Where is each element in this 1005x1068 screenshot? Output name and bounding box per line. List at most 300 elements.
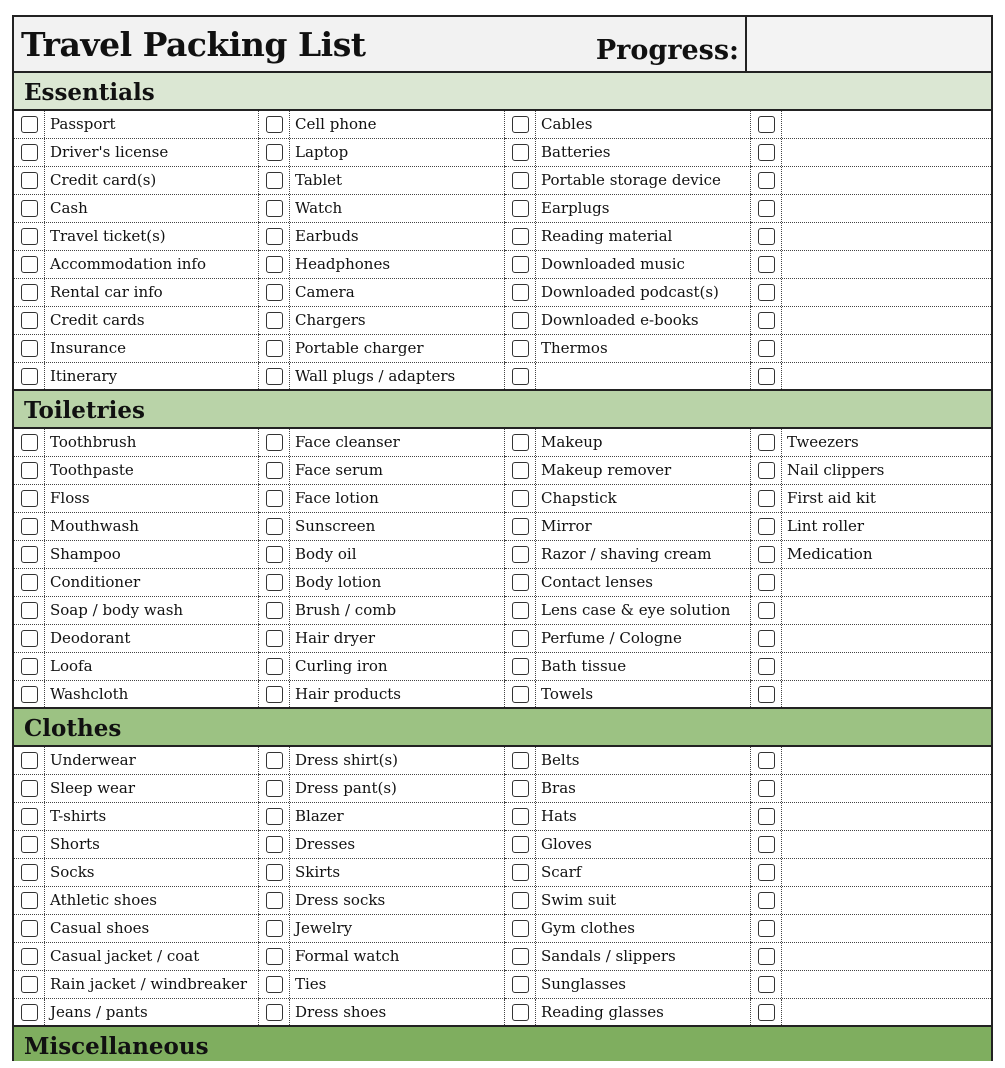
item-label[interactable]: Jeans / pants (45, 999, 259, 1025)
item-label[interactable]: Tweezers (787, 433, 859, 451)
item-label[interactable] (782, 223, 991, 250)
checkbox[interactable] (21, 808, 38, 825)
checkbox-cell (505, 223, 536, 250)
checkbox[interactable] (758, 518, 775, 535)
item-label[interactable]: Bras (536, 775, 751, 802)
item-label[interactable]: Athletic shoes (45, 887, 259, 914)
checklist-item (505, 681, 751, 709)
item-label[interactable] (782, 307, 991, 334)
checkbox[interactable] (758, 602, 775, 619)
checkbox-cell (259, 831, 290, 858)
item-label[interactable]: Makeup remover (536, 457, 751, 484)
checkbox[interactable] (21, 200, 38, 217)
checkbox[interactable] (758, 434, 775, 451)
item-label[interactable]: Hair products (290, 681, 505, 707)
item-label[interactable]: Socks (45, 859, 259, 886)
checkbox[interactable] (21, 312, 38, 329)
item-label[interactable]: Cash (45, 195, 259, 222)
item-label[interactable]: Dresses (290, 831, 505, 858)
item-label[interactable]: Formal watch (290, 943, 505, 970)
checkbox[interactable] (758, 920, 775, 937)
item-label[interactable]: Floss (45, 485, 259, 512)
item-label[interactable] (782, 775, 991, 802)
checkbox[interactable] (266, 172, 283, 189)
checkbox[interactable] (758, 116, 775, 133)
checkbox[interactable] (512, 836, 529, 853)
checkbox-cell (14, 775, 45, 802)
item-label[interactable]: T-shirts (45, 803, 259, 830)
checkbox[interactable] (266, 780, 283, 797)
checkbox[interactable] (21, 780, 38, 797)
item-label[interactable]: Nail clippers (787, 461, 885, 479)
checklist-item (14, 653, 259, 681)
item-label[interactable] (782, 971, 991, 998)
checkbox[interactable] (266, 340, 283, 357)
item-label[interactable]: Rental car info (45, 279, 259, 306)
checklist-item (14, 569, 259, 597)
item-label[interactable]: Ties (290, 971, 505, 998)
checklist-item (259, 915, 505, 943)
checkbox-cell (14, 943, 45, 970)
checkbox-cell (14, 429, 45, 456)
item-label[interactable]: Credit cards (45, 307, 259, 334)
checkbox[interactable] (512, 228, 529, 245)
item-label[interactable]: Portable charger (290, 335, 505, 362)
checkbox[interactable] (266, 518, 283, 535)
checkbox-cell (14, 653, 45, 680)
checkbox[interactable] (758, 340, 775, 357)
item-label[interactable]: Sunscreen (290, 513, 505, 540)
checklist-item (751, 747, 991, 775)
item-label[interactable]: Skirts (290, 859, 505, 886)
checklist-item (751, 887, 991, 915)
item-label[interactable]: Headphones (290, 251, 505, 278)
item-label[interactable]: Portable storage device (536, 167, 751, 194)
checklist-item (259, 279, 505, 307)
checkbox[interactable] (21, 144, 38, 161)
checkbox[interactable] (21, 172, 38, 189)
checkbox[interactable] (21, 368, 38, 385)
checkbox[interactable] (21, 836, 38, 853)
checkbox-cell (14, 915, 45, 942)
section-grid-toiletries (14, 429, 991, 709)
checkbox[interactable] (21, 948, 38, 965)
item-label[interactable]: Face cleanser (290, 429, 505, 456)
checkbox[interactable] (758, 172, 775, 189)
checklist-item (259, 597, 505, 625)
packing-list-sheet (12, 15, 993, 1061)
checkbox[interactable] (21, 340, 38, 357)
item-label[interactable]: Shampoo (45, 541, 259, 568)
checklist-item (751, 971, 991, 999)
checkbox[interactable] (512, 892, 529, 909)
checkbox[interactable] (512, 200, 529, 217)
checkbox[interactable] (758, 752, 775, 769)
item-label[interactable]: Sunglasses (536, 971, 751, 998)
checklist-item (259, 251, 505, 279)
item-label[interactable]: Travel ticket(s) (45, 223, 259, 250)
checklist-item (751, 335, 991, 363)
item-label[interactable]: Hair dryer (290, 625, 505, 652)
item-label[interactable]: Jewelry (290, 915, 505, 942)
item-label[interactable]: Brush / comb (290, 597, 505, 624)
checkbox[interactable] (512, 368, 529, 385)
checkbox[interactable] (512, 780, 529, 797)
item-label[interactable]: Downloaded e-books (536, 307, 751, 334)
item-label[interactable]: Dress shirt(s) (290, 747, 505, 774)
checkbox[interactable] (266, 686, 283, 703)
checkbox[interactable] (512, 948, 529, 965)
checklist-item (751, 999, 991, 1027)
checkbox[interactable] (266, 808, 283, 825)
item-label[interactable]: Itinerary (45, 363, 259, 389)
item-label[interactable] (782, 999, 991, 1025)
checkbox[interactable] (512, 920, 529, 937)
checkbox[interactable] (266, 368, 283, 385)
checkbox-cell (259, 307, 290, 334)
checkbox-cell (505, 831, 536, 858)
checkbox[interactable] (512, 340, 529, 357)
checkbox[interactable] (266, 602, 283, 619)
item-label[interactable] (782, 859, 991, 886)
checkbox[interactable] (512, 518, 529, 535)
checkbox[interactable] (266, 574, 283, 591)
checkbox[interactable] (21, 864, 38, 881)
item-label[interactable]: Gym clothes (536, 915, 751, 942)
item-label[interactable]: Insurance (45, 335, 259, 362)
checkbox[interactable] (758, 1004, 775, 1021)
checkbox[interactable] (758, 574, 775, 591)
checkbox[interactable] (266, 256, 283, 273)
item-label[interactable]: Reading glasses (536, 999, 751, 1025)
item-label[interactable] (782, 943, 991, 970)
item-label[interactable]: Washcloth (45, 681, 259, 707)
item-label[interactable]: Thermos (536, 335, 751, 362)
checkbox[interactable] (21, 630, 38, 647)
checkbox-cell (505, 625, 536, 652)
checkbox[interactable] (758, 658, 775, 675)
item-label[interactable]: Curling iron (290, 653, 505, 680)
item-label[interactable]: Sandals / slippers (536, 943, 751, 970)
checkbox[interactable] (512, 864, 529, 881)
item-label[interactable]: Cell phone (290, 111, 505, 138)
checkbox[interactable] (21, 892, 38, 909)
checkbox[interactable] (512, 490, 529, 507)
checkbox[interactable] (21, 256, 38, 273)
checkbox[interactable] (512, 462, 529, 479)
checkbox[interactable] (512, 976, 529, 993)
item-label[interactable] (782, 195, 991, 222)
checklist-item (751, 569, 991, 597)
checklist-item (259, 111, 505, 139)
item-label[interactable]: Underwear (45, 747, 259, 774)
checkbox[interactable] (266, 1004, 283, 1021)
checkbox-cell (505, 139, 536, 166)
item-label[interactable] (782, 915, 991, 942)
checkbox[interactable] (758, 630, 775, 647)
checkbox[interactable] (21, 976, 38, 993)
item-label[interactable]: Earplugs (536, 195, 751, 222)
item-label[interactable]: Contact lenses (536, 569, 751, 596)
checklist-item (505, 307, 751, 335)
item-label[interactable]: Credit card(s) (45, 167, 259, 194)
item-label[interactable]: Razor / shaving cream (536, 541, 751, 568)
item-label[interactable]: Dress socks (290, 887, 505, 914)
checkbox[interactable] (758, 546, 775, 563)
checklist-item (259, 999, 505, 1027)
checkbox-cell (14, 859, 45, 886)
checkbox[interactable] (512, 434, 529, 451)
item-label[interactable]: Shorts (45, 831, 259, 858)
checkbox-cell (505, 167, 536, 194)
checkbox[interactable] (21, 752, 38, 769)
item-label[interactable]: Conditioner (45, 569, 259, 596)
checkbox[interactable] (21, 116, 38, 133)
checkbox[interactable] (266, 836, 283, 853)
checklist-item (14, 251, 259, 279)
item-label[interactable]: Dress pant(s) (290, 775, 505, 802)
checkbox[interactable] (21, 1004, 38, 1021)
item-label[interactable]: Body oil (290, 541, 505, 568)
item-label[interactable]: Watch (290, 195, 505, 222)
item-label[interactable]: Rain jacket / windbreaker (45, 971, 259, 998)
item-label[interactable]: Mirror (536, 513, 751, 540)
checkbox[interactable] (21, 434, 38, 451)
item-label[interactable]: Lint roller (787, 517, 865, 535)
item-label[interactable]: Gloves (536, 831, 751, 858)
checkbox[interactable] (512, 658, 529, 675)
item-label[interactable]: Toothpaste (45, 457, 259, 484)
checkbox[interactable] (266, 200, 283, 217)
checkbox[interactable] (512, 256, 529, 273)
item-label[interactable]: Downloaded podcast(s) (536, 279, 751, 306)
checkbox[interactable] (266, 312, 283, 329)
checklist-item (505, 625, 751, 653)
checkbox[interactable] (758, 864, 775, 881)
item-label[interactable]: First aid kit (787, 489, 876, 507)
item-label[interactable]: Loofa (45, 653, 259, 680)
checkbox[interactable] (758, 368, 775, 385)
checkbox[interactable] (512, 686, 529, 703)
checkbox[interactable] (21, 518, 38, 535)
checkbox[interactable] (266, 752, 283, 769)
item-label[interactable]: Chapstick (536, 485, 751, 512)
checkbox-cell (259, 653, 290, 680)
item-label[interactable] (782, 747, 991, 774)
checklist-item (751, 513, 991, 541)
checkbox-cell (505, 747, 536, 774)
checkbox-cell (505, 971, 536, 998)
item-label[interactable]: Soap / body wash (45, 597, 259, 624)
item-label[interactable] (782, 111, 991, 138)
checklist-item (505, 915, 751, 943)
checkbox[interactable] (266, 948, 283, 965)
checkbox[interactable] (758, 200, 775, 217)
checkbox[interactable] (266, 892, 283, 909)
item-label[interactable] (782, 681, 991, 707)
item-label[interactable] (782, 335, 991, 362)
checklist-item (259, 485, 505, 513)
checkbox[interactable] (758, 686, 775, 703)
checkbox[interactable] (758, 228, 775, 245)
item-label[interactable]: Casual jacket / coat (45, 943, 259, 970)
checkbox[interactable] (758, 948, 775, 965)
item-label[interactable]: Body lotion (290, 569, 505, 596)
checkbox[interactable] (266, 284, 283, 301)
checkbox[interactable] (758, 462, 775, 479)
item-label[interactable]: Accommodation info (45, 251, 259, 278)
checkbox[interactable] (512, 630, 529, 647)
checkbox[interactable] (266, 228, 283, 245)
checkbox-cell (505, 943, 536, 970)
checkbox[interactable] (21, 228, 38, 245)
checkbox-cell (259, 887, 290, 914)
item-label[interactable]: Driver's license (45, 139, 259, 166)
checkbox[interactable] (266, 658, 283, 675)
item-label[interactable]: Dress shoes (290, 999, 505, 1025)
checkbox-cell (751, 943, 782, 970)
checkbox[interactable] (758, 836, 775, 853)
checkbox[interactable] (21, 284, 38, 301)
progress-input-cell[interactable] (745, 17, 991, 71)
item-label[interactable]: Scarf (536, 859, 751, 886)
item-label[interactable]: Passport (45, 111, 259, 138)
item-label[interactable]: Laptop (290, 139, 505, 166)
item-label[interactable]: Makeup (536, 429, 751, 456)
checkbox-cell (259, 279, 290, 306)
item-label[interactable]: Hats (536, 803, 751, 830)
checkbox-cell (751, 139, 782, 166)
item-label[interactable]: Reading material (536, 223, 751, 250)
checkbox[interactable] (266, 864, 283, 881)
checkbox-cell (751, 971, 782, 998)
item-label[interactable] (782, 139, 991, 166)
item-label[interactable]: Swim suit (536, 887, 751, 914)
item-label[interactable]: Wall plugs / adapters (290, 363, 505, 389)
checkbox[interactable] (512, 752, 529, 769)
checkbox[interactable] (758, 312, 775, 329)
checkbox[interactable] (266, 144, 283, 161)
item-label[interactable] (782, 597, 991, 624)
checklist-item (505, 513, 751, 541)
item-label[interactable] (782, 625, 991, 652)
item-label[interactable]: Earbuds (290, 223, 505, 250)
checkbox[interactable] (758, 256, 775, 273)
checkbox[interactable] (512, 144, 529, 161)
item-label[interactable]: Casual shoes (45, 915, 259, 942)
item-label[interactable]: Belts (536, 747, 751, 774)
item-label[interactable]: Medication (787, 545, 873, 563)
item-label[interactable]: Blazer (290, 803, 505, 830)
checkbox[interactable] (266, 976, 283, 993)
item-label[interactable]: Face serum (290, 457, 505, 484)
checkbox[interactable] (21, 490, 38, 507)
checkbox[interactable] (21, 658, 38, 675)
item-label[interactable] (782, 167, 991, 194)
item-label[interactable]: Cables (536, 111, 751, 138)
checkbox[interactable] (512, 602, 529, 619)
checkbox[interactable] (21, 546, 38, 563)
item-label[interactable]: Lens case & eye solution (536, 597, 751, 624)
checkbox-cell (751, 513, 782, 540)
checkbox[interactable] (266, 462, 283, 479)
checklist-item (259, 457, 505, 485)
checkbox[interactable] (758, 490, 775, 507)
item-label[interactable]: Mouthwash (45, 513, 259, 540)
checklist-item (751, 859, 991, 887)
checkbox[interactable] (512, 1004, 529, 1021)
checkbox[interactable] (21, 602, 38, 619)
item-label[interactable] (536, 363, 751, 389)
checkbox[interactable] (512, 574, 529, 591)
item-label[interactable] (782, 569, 991, 596)
item-label[interactable]: Batteries (536, 139, 751, 166)
item-label[interactable] (782, 831, 991, 858)
checkbox[interactable] (512, 312, 529, 329)
checkbox[interactable] (758, 284, 775, 301)
checklist-item (259, 307, 505, 335)
checkbox[interactable] (21, 574, 38, 591)
item-label[interactable]: Deodorant (45, 625, 259, 652)
checkbox[interactable] (512, 284, 529, 301)
item-label[interactable]: Bath tissue (536, 653, 751, 680)
checklist-item (14, 597, 259, 625)
item-label[interactable]: Sleep wear (45, 775, 259, 802)
checkbox[interactable] (266, 490, 283, 507)
item-label[interactable] (782, 653, 991, 680)
item-label[interactable]: Face lotion (290, 485, 505, 512)
checkbox[interactable] (512, 546, 529, 563)
checkbox[interactable] (512, 116, 529, 133)
item-label[interactable]: Towels (536, 681, 751, 707)
checkbox-cell (259, 597, 290, 624)
checkbox[interactable] (21, 920, 38, 937)
item-label[interactable] (782, 887, 991, 914)
checkbox[interactable] (758, 808, 775, 825)
checkbox[interactable] (512, 808, 529, 825)
item-label[interactable]: Downloaded music (536, 251, 751, 278)
checkbox[interactable] (758, 892, 775, 909)
item-label[interactable] (782, 251, 991, 278)
checkbox[interactable] (266, 434, 283, 451)
checkbox[interactable] (266, 546, 283, 563)
item-label[interactable] (782, 279, 991, 306)
checkbox[interactable] (266, 920, 283, 937)
item-label[interactable] (782, 363, 991, 389)
checkbox[interactable] (758, 144, 775, 161)
checkbox[interactable] (758, 976, 775, 993)
checkbox[interactable] (21, 462, 38, 479)
checkbox[interactable] (512, 172, 529, 189)
item-label[interactable]: Camera (290, 279, 505, 306)
item-label[interactable]: Toothbrush (45, 429, 259, 456)
item-label[interactable]: Perfume / Cologne (536, 625, 751, 652)
checkbox[interactable] (266, 630, 283, 647)
checklist-item (14, 167, 259, 195)
item-label[interactable] (782, 803, 991, 830)
checkbox[interactable] (758, 780, 775, 797)
checkbox-cell (14, 485, 45, 512)
item-label[interactable]: Chargers (290, 307, 505, 334)
item-label[interactable]: Tablet (290, 167, 505, 194)
checkbox-cell (751, 803, 782, 830)
checkbox-cell (505, 681, 536, 707)
checkbox[interactable] (21, 686, 38, 703)
checkbox-cell (751, 859, 782, 886)
checklist-item (751, 279, 991, 307)
checkbox[interactable] (266, 116, 283, 133)
checkbox-cell (505, 887, 536, 914)
